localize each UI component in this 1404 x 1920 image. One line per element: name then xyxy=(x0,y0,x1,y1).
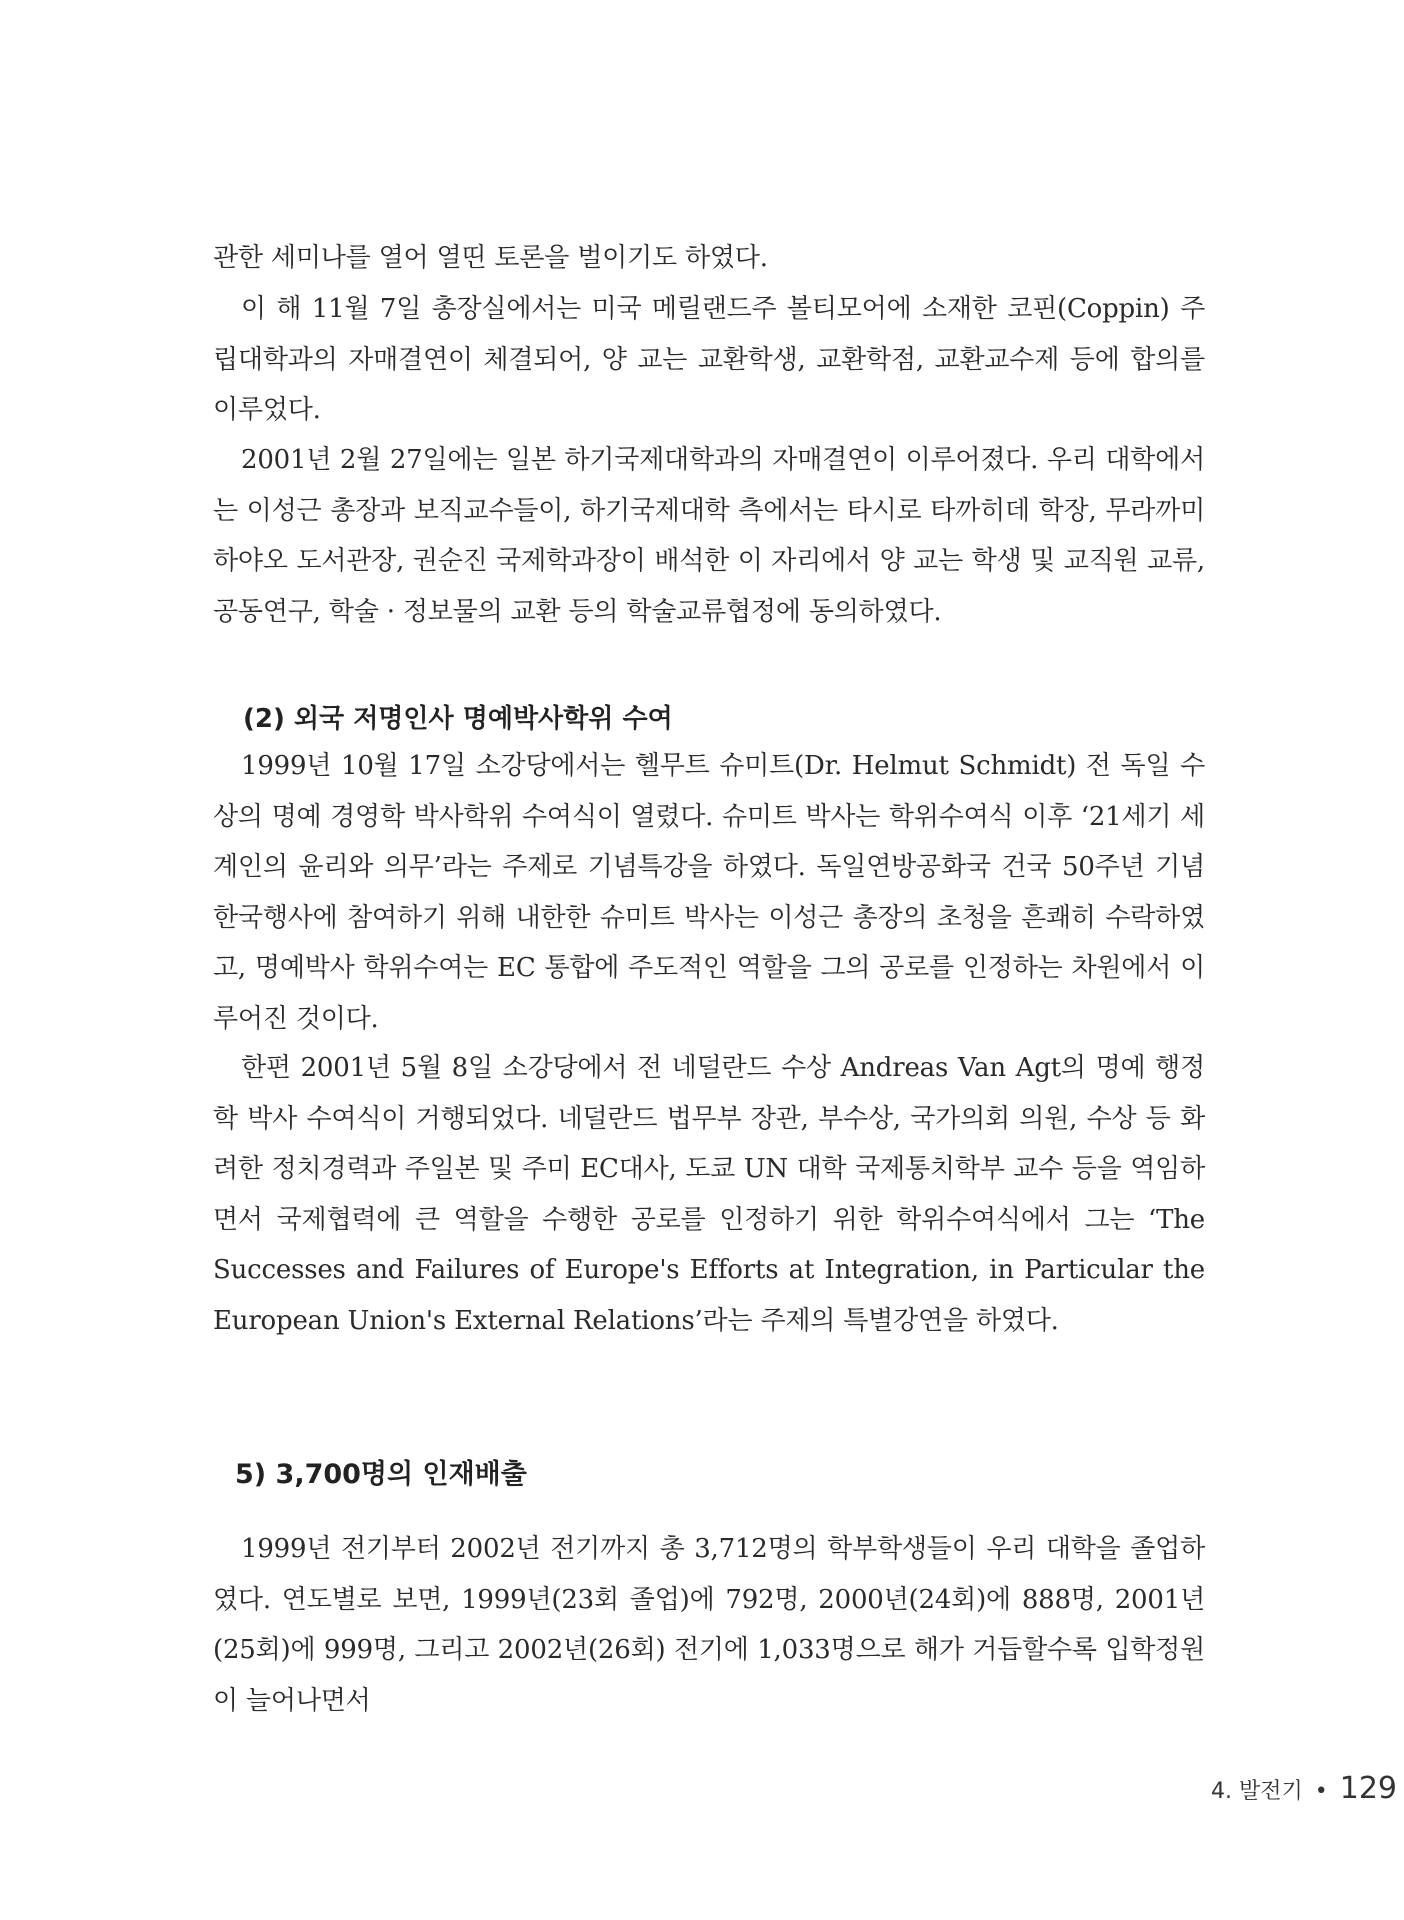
document-page xyxy=(213,0,1205,1920)
footer-chapter-label: 4. 발전기 xyxy=(1211,1779,1303,1804)
section-heading-graduates: 5) 3,700명의 인재배출 xyxy=(235,1459,527,1490)
paragraph-coppin-sisterhood: 이 해 11월 7일 총장실에서는 미국 메릴랜드주 볼티모어에 소재한 코핀(Coppin) 주립대학과의 자매결연이 체결되어, 양 교는 교환학생, 교환학점, 교환교수제 등에 합의를 이루었다. xyxy=(213,294,1205,425)
paragraph-hagi-sisterhood: 2001년 2월 27일에는 일본 하기국제대학과의 자매결연이 이루어졌다. 우리 대학에서는 이성근 총장과 보직교수들이, 하기국제대학 측에서는 타시로 타까히데 학장, 무라까미 하야오 도서관장, 권순진 국제학과장이 배석한 이 자리에서 양 교는 학생 및 교직원 교류, 공동연구, 학술 · 정보물의 교환 등의 학술교류협정에 동의하였다. xyxy=(213,445,1205,627)
paragraph-schmidt-degree: 1999년 10월 17일 소강당에서는 헬무트 슈미트(Dr. Helmut Schmidt) 전 독일 수상의 명예 경영학 박사학위 수여식이 열렸다. 슈미트 박사는 학위수여식 이후 ‘21세기 세계인의 윤리와 의무’라는 주제로 기념특강을 하였다. 독일연방공화국 건국 50주년 기념 한국행사에 참여하기 위해 내한한 슈미트 박사는 이성근 총장의 초청을 흔쾌히 수락하였고, 명예박사 학위수여는 EC 통합에 주도적인 역할을 그의 공로를 인정하는 차원에서 이루어진 것이다. xyxy=(213,751,1205,1034)
paragraph-seminar-end: 관한 세미나를 열어 열띤 토론을 벌이기도 하였다. xyxy=(213,243,768,273)
paragraph-graduate-counts: 1999년 전기부터 2002년 전기까지 총 3,712명의 학부학생들이 우리 대학을 졸업하였다. 연도별로 보면, 1999년(23회 졸업)에 792명, 2000년(24회)에 888명, 2001년(25회)에 999명, 그리고 2002년(26회) 전기에 1,033명으로 해가 거듭할수록 입학정원이 늘어나면서 xyxy=(213,1534,1205,1716)
subsection-heading-honorary-degree: (2) 외국 저명인사 명예박사학위 수여 xyxy=(243,704,673,734)
page-number: 129 xyxy=(1339,1771,1397,1806)
page-footer xyxy=(1211,1771,1397,1806)
footer-bullet: • xyxy=(1314,1779,1328,1804)
paragraph-van-agt-degree: 한편 2001년 5월 8일 소강당에서 전 네덜란드 수상 Andreas Van Agt의 명예 행정학 박사 수여식이 거행되었다. 네덜란드 법무부 장관, 부수상, 국가의회 의원, 수상 등 화려한 정치경력과 주일본 및 주미 EC대사, 도쿄 UN 대학 국제통치학부 교수 등을 역임하면서 국제협력에 큰 역할을 수행한 공로를 인정하기 위한 학위수여식에서 그는 ‘The Successes and Failures of Europe's Efforts at Integration, in Particular the European Union's External Relations’라는 주제의 특별강연을 하였다. xyxy=(213,1053,1205,1336)
